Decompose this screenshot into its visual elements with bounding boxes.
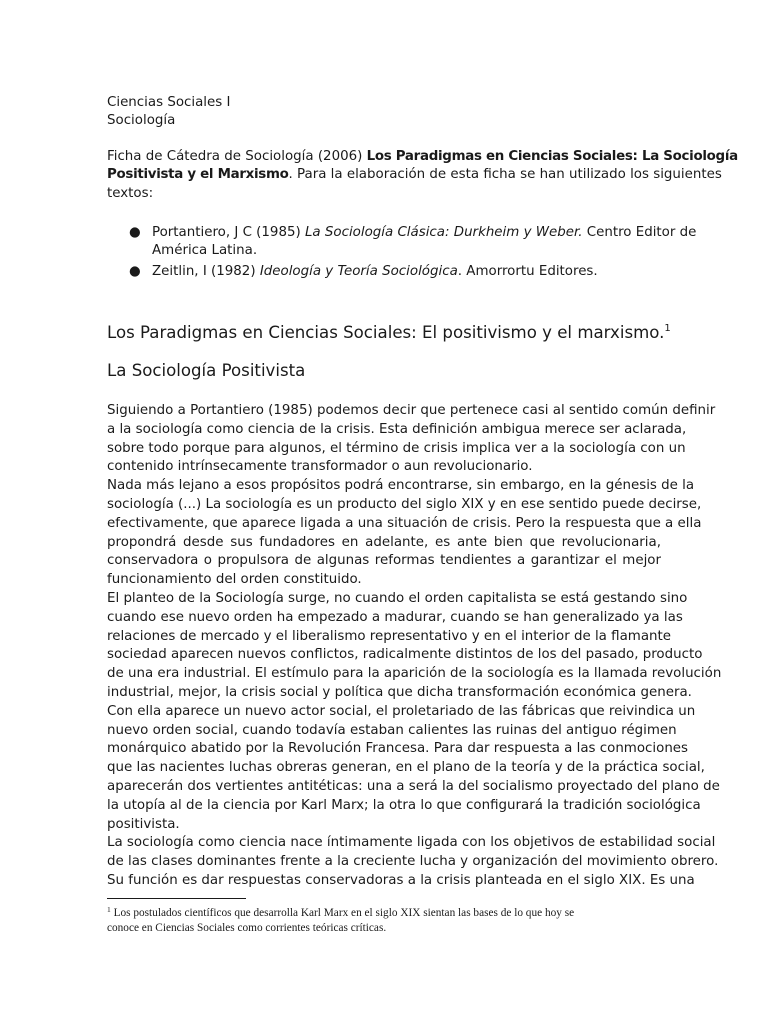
body-line: positivista.: [107, 816, 180, 832]
body-line: que las nacientes luchas obreras generan, en el plano de la teoría y de la práctica social,: [107, 760, 705, 776]
reference-publisher-cont: América Latina.: [152, 243, 258, 259]
body-line: a la sociología como ciencia de la crisis. Esta definición ambigua merece ser aclarada,: [107, 421, 687, 437]
body-line: contenido intrínsecamente transformador o aun revolucionario.: [107, 459, 533, 475]
intro-suffix-1: . Para la elaboración de esta ficha se han utilizado los siguientes: [288, 167, 722, 183]
intro-title-bold-2: Positivista y el Marxismo: [107, 167, 289, 183]
body-line: funcionamiento del orden constituido.: [107, 572, 362, 588]
body-line: Con ella aparece un nuevo actor social, el proletariado de las fábricas que reivindica un: [107, 703, 696, 719]
subject-label: Sociología: [107, 113, 176, 128]
intro-suffix-2: textos:: [107, 185, 154, 201]
body-line: nuevo orden social, cuando todavía estaban calientes las ruinas del antiguo régimen: [107, 722, 677, 738]
reference-item: [107, 263, 667, 281]
body-line: la utopía al de la ciencia por Karl Marx; la otra lo que configurará la tradición sociológica: [107, 797, 701, 813]
body-line: efectivamente, que aparece ligada a una situación de crisis. Pero la respuesta que a ella: [107, 515, 702, 531]
reference-publisher: Centro Editor de: [582, 225, 697, 240]
body-line: cuando ese nuevo orden ha empezado a madurar, cuando se han generalizado ya las: [107, 609, 683, 625]
body-line: monárquico abatido por la Revolución Francesa. Para dar respuesta a las conmociones: [107, 741, 689, 757]
body-line: aparecerán dos vertientes antitéticas: una a será la del socialismo proyectado del plano de: [107, 778, 720, 794]
body-line: sociedad aparecen nuevos conflictos, radicalmente distintos de los del pasado, producto: [107, 647, 703, 663]
footnote-separator: [107, 898, 246, 899]
course-label: Ciencias Sociales I: [107, 95, 231, 110]
reference-author: Portantiero, J C (1985): [152, 225, 305, 240]
body-line: sociología (...) La sociología es un producto del siglo XIX y en ese sentido puede decirse,: [107, 496, 702, 512]
body-line: Su función es dar respuestas conservadoras a la crisis planteada en el siglo XIX. Es una: [107, 872, 695, 888]
footnote: [107, 902, 662, 936]
body-line: Siguiendo a Portantiero (1985) podemos decir que pertenece casi al sentido común definir: [107, 403, 716, 418]
body-line: La sociología como ciencia nace íntimamente ligada con los objetivos de estabilidad social: [107, 835, 716, 851]
intro-prefix: Ficha de Cátedra de Sociología (2006): [107, 149, 367, 164]
reference-publisher: . Amorrortu Editores.: [457, 263, 598, 279]
body-line: sobre todo porque para algunos, el término de crisis implica ver a la sociología con un: [107, 440, 686, 456]
intro-title-bold-1: Los Paradigmas en Ciencias Sociales: La Sociología: [366, 149, 738, 164]
footnote-marker[interactable]: 1: [664, 323, 671, 334]
reference-item: [107, 224, 697, 261]
body-line: de las clases dominantes frente a la creciente lucha y organización del movimiento obrero.: [107, 854, 719, 870]
bullet-icon: ●: [129, 263, 141, 279]
reference-title: La Sociología Clásica: Durkheim y Weber.: [304, 225, 583, 240]
footnote-line: Los postulados científicos que desarrolla Karl Marx en el siglo XIX sientan las bases de lo que hoy se: [110, 907, 575, 919]
body-text: [107, 402, 722, 891]
footnote-line: conoce en Ciencias Sociales como corrientes teóricas críticas.: [107, 922, 387, 934]
section-heading-text: Los Paradigmas en Ciencias Sociales: El positivismo y el marxismo.: [107, 323, 665, 342]
body-line: industrial, mejor, la crisis social y política que dicha transformación económica genera.: [107, 684, 692, 700]
body-line: Nada más lejano a esos propósitos podrá encontrarse, sin embargo, en la génesis de la: [107, 478, 695, 494]
reference-title: Ideología y Teoría Sociológica: [259, 263, 458, 279]
body-line: propondrá desde sus fundadores en adelante, es ante bien que revolucionaria,: [107, 534, 661, 550]
reference-list: [107, 224, 697, 283]
footnote-mark: 1: [107, 905, 111, 914]
intro-paragraph: [107, 148, 738, 203]
body-line: conservadora o propulsora de algunas reformas tendientes a garantizar el mejor: [107, 553, 661, 569]
section-heading: [107, 319, 671, 343]
bullet-icon: ●: [129, 225, 141, 240]
body-line: de una era industrial. El estímulo para la aparición de la sociología es la llamada revolución: [107, 666, 722, 682]
body-line: relaciones de mercado y el liberalismo representativo y en el interior de la flamante: [107, 628, 672, 644]
body-line: El planteo de la Sociología surge, no cuando el orden capitalista se está gestando sino: [107, 590, 688, 606]
reference-author: Zeitlin, I (1982): [152, 263, 260, 279]
subsection-heading: La Sociología Positivista: [107, 361, 306, 380]
